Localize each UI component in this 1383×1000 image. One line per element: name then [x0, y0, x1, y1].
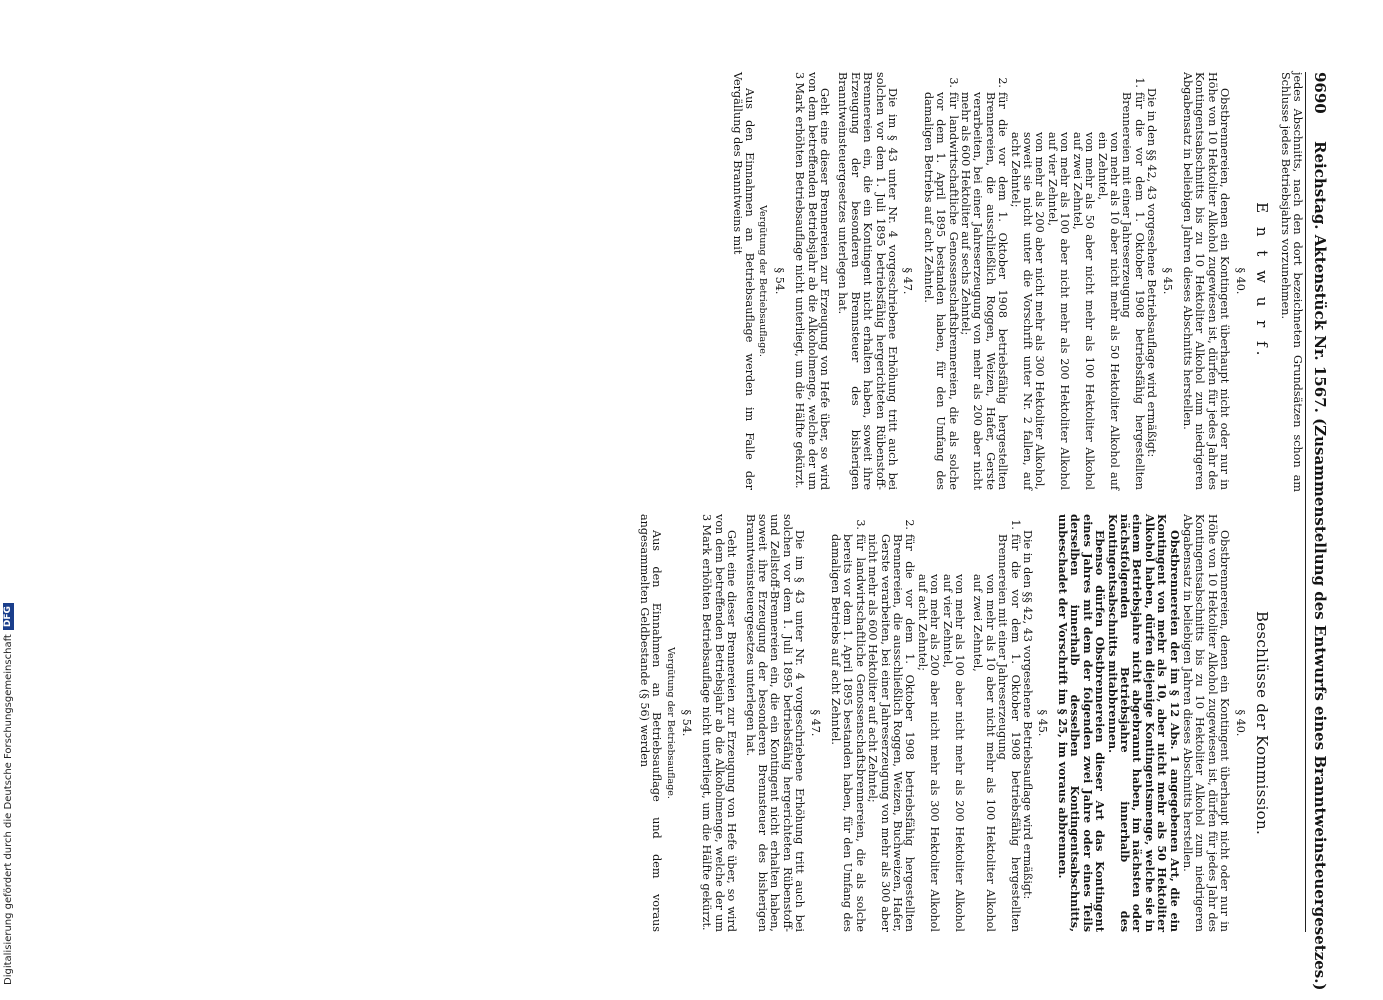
section-title: § 45. [1036, 709, 1050, 737]
paragraph: Obstbrennereien, denen ein Kontingent überhaupt nicht oder nur in Höhe von 10 Hektoliter Alkohol zugewiesen ist, dürfen für jedes Jahr des Kontingentsabschnitts bis zu 10 Hektoliter Alkohol zum niedrigeren Abgabensatz in beliebigen Jahren dieses Abschnitts herstellen. [1180, 72, 1232, 490]
list-text: für landwirtschaftliche Genossenschaftsbrennereien, die als solche bereits vor dem 1. April 1895 bestanden haben, für den Umfang des damaligen Betriebs auf acht Zehntel. [829, 534, 867, 932]
list-text: für die vor dem 1. Oktober 1908 betriebsfähig hergestellten Brennereien, die ausschließlich Roggen, Weizen, Buchweizen, Hafer, Gerste verarbeiten, bei einer Jahreserzeugung von mehr als 300 aber nicht mehr als 600 Hektoliter auf acht Zehntel; [866, 534, 917, 932]
list-number: 3. [853, 519, 867, 530]
paragraph: Die in den §§ 42, 43 vorgesehene Betriebsauflage wird ermäßigt: [1145, 88, 1159, 458]
paragraph: Geht eine dieser Brennereien zur Erzeugung von Hefe über, so wird von dem betreffenden Betriebsjahr ab die Alkoholmenge, welche der um 3 Mark erhöhten Betriebsauflage nicht unterliegt, um die Hälfte gekürzt. [700, 514, 739, 932]
funding-note: Digitalisierung gefördert durch die Deutsche Forschungsgemeinschaft [2, 634, 14, 985]
paragraph-amended: Obstbrennereien der im § 12 Abs. 1 angegebenen Art, die ein Kontingent von mehr als 10, aber nicht mehr als 50 Hektoliter Alkohol haben, dürfen diejenige Kontingentsmenge, welche sie in einem Betriebsjahre nicht abgebrannt haben, im nächsten oder nächstfolgenden Betriebsjahre innerhalb des Kontingentsabschnitts mitabbrennen. [1105, 514, 1182, 932]
list-number: 2. [996, 77, 1010, 88]
list-text: für landwirtschaftliche Genossenschaftsbrennereien, die als solche vor dem 1. April 1895 bestanden haben, für den Umfang des damaligen Betriebs auf acht Zehntel. [921, 92, 960, 490]
list-item [996, 514, 1021, 932]
margin-note: Vergütung der Betriebsauflage. [757, 205, 769, 357]
paragraph: Aus den Einnahmen an Betriebsauflage und dem voraus angesammelten Geldbestande (§ 56) werden [637, 514, 664, 932]
paragraph-amended: Ebenso dürfen Obstbrennereien dieser Art das Kontingent eines Jahres mit dem der folgenden zwei Jahre oder eines Teils derselben innerhalb desselben Kontingentsabschnitts, unbeschadet der Vorschrift im § 25, im voraus abbrennen. [1055, 514, 1108, 932]
page-title: Reichstag. Aktenstück Nr. 1567. (Zusammenstellung des Entwurfs eines Branntweinsteuergesetzes.) [1311, 140, 1329, 991]
paragraph: Aus den Einnahmen an Betriebsauflage werden im Falle der Vergällung des Branntweins mit [730, 72, 756, 490]
list-text: für die vor dem 1. Oktober 1908 betriebsfähig hergestellten Brennereien mit einer Jahreserzeugung [996, 534, 1022, 932]
committee-column [637, 514, 1271, 932]
paragraph: Obstbrennereien, denen ein Kontingent überhaupt nicht oder nur in Höhe von 10 Hektoliter Alkohol zugewiesen ist, dürfen für jedes Jahr des Kontingentsabschnitts bis zu 10 Hektoliter Alkohol zum niedrigeren Abgabensatz in beliebigen Jahren dieses Abschnitts herstellen. [1180, 514, 1232, 932]
paragraph: Geht eine dieser Brennereien zur Erzeugung von Hefe über, so wird von dem betreffenden Betriebsjahr ab die Alkoholmenge, welche der um 3 Mark erhöhten Betriebsauflage nicht unterliegt, um die Hälfte gekürzt. [793, 72, 831, 490]
page-number: 9690 [1311, 72, 1329, 114]
list-number: 3. [946, 77, 960, 88]
draft-heading: E n t w u r f. [1253, 202, 1271, 360]
page-header [1305, 72, 1330, 991]
paragraph: Die in den §§ 42, 43 vorgesehene Betriebsauflage wird ermäßigt: [1021, 530, 1035, 900]
section-title: § 40. [1233, 709, 1247, 737]
section-title: § 47. [901, 267, 915, 295]
section-title: § 40. [1233, 267, 1247, 295]
list-text: für die vor dem 1. Oktober 1908 betriebsfähig hergestellten Brennereien, die ausschließlich Roggen, Weizen, Hafer, Gerste verarbeiten, bei einer Jahreserzeugung von mehr als 200 aber nicht mehr als 600 Hektoliter auf sechs Zehntel; [959, 92, 1010, 490]
list-item [921, 72, 958, 490]
sub-item: von mehr als 200 aber nicht mehr als 300 Hektoliter Alkohol auf acht Zehntel; [915, 574, 942, 932]
list-number: 1. [1008, 519, 1022, 530]
list-text: für die vor dem 1. Oktober 1908 betriebsfähig hergestellten Brennereien mit einer Jahreserzeugung [1120, 92, 1146, 490]
list-item [829, 514, 866, 932]
list-item [959, 72, 1009, 490]
document-page [68, 72, 1330, 991]
sub-item: von mehr als 200 aber nicht mehr als 300 Hektoliter Alkohol, soweit sie nicht unter die Vorschrift unter Nr. 2 fallen, auf acht Zehntel; [1008, 132, 1047, 490]
list-item [1120, 72, 1145, 490]
committee-heading: Beschlüsse der Kommission. [1253, 610, 1271, 836]
sub-item: von mehr als 10 aber nicht mehr als 100 Hektoliter Alkohol auf zwei Zehntel, [971, 574, 997, 932]
sub-item: von mehr als 50 aber nicht mehr als 100 Hektoliter Alkohol auf zwei Zehntel, [1070, 132, 1097, 490]
list-number: 2. [903, 519, 917, 530]
list-number: 1. [1132, 77, 1146, 88]
section-title: § 45. [1160, 267, 1174, 295]
dfg-logo: DFG [3, 603, 14, 630]
paragraph: Die im § 43 unter Nr. 4 vorgeschriebene Erhöhung tritt auch bei solchen vor dem 1. Juli 1895 betriebsfähig hergerichteten Rübenstoff- und Zellstoff-Brennereien ein, die ein Kontingent nicht erhalten haben, soweit ihre Erzeugung der besonderen Brennsteuer des bisherigen Branntweinsteuergesetzes unterlegen hat. [743, 514, 807, 932]
draft-column [730, 72, 1271, 490]
paragraph: Die im § 43 unter Nr. 4 vorgeschriebene Erhöhung tritt auch bei solchen vor dem 1. Juli 1895 betriebsfähig hergerichteten Rübenstoff-Brennereien ein, die ein Kontingent nicht erhalten haben, soweit ihre Erzeugung der besonderen Brennsteuer des bisherigen Branntweinsteuergesetzes unterlegen hat. [836, 72, 900, 490]
intro-text: jedes Abschnitts, nach den dort bezeichneten Grundsätzen schon am Schlusse jedes Betriebsjahrs vorzunehmen. [1278, 72, 1304, 492]
section-title: § 54. [772, 267, 786, 295]
sub-item: von mehr als 10 aber nicht mehr als 50 Hektoliter Alkohol auf ein Zehntel, [1095, 132, 1121, 490]
sub-item: von mehr als 100 aber nicht mehr als 200 Hektoliter Alkohol auf vier Zehntel, [940, 574, 967, 932]
section-title: § 47. [808, 709, 822, 737]
margin-note: Vergütung der Betriebsauflage. [664, 647, 676, 799]
section-title: § 54. [679, 709, 693, 737]
list-item [866, 514, 916, 932]
sub-item: von mehr als 100 aber nicht mehr als 200 Hektoliter Alkohol auf vier Zehntel, [1045, 132, 1072, 490]
digitization-footer [2, 5, 14, 985]
